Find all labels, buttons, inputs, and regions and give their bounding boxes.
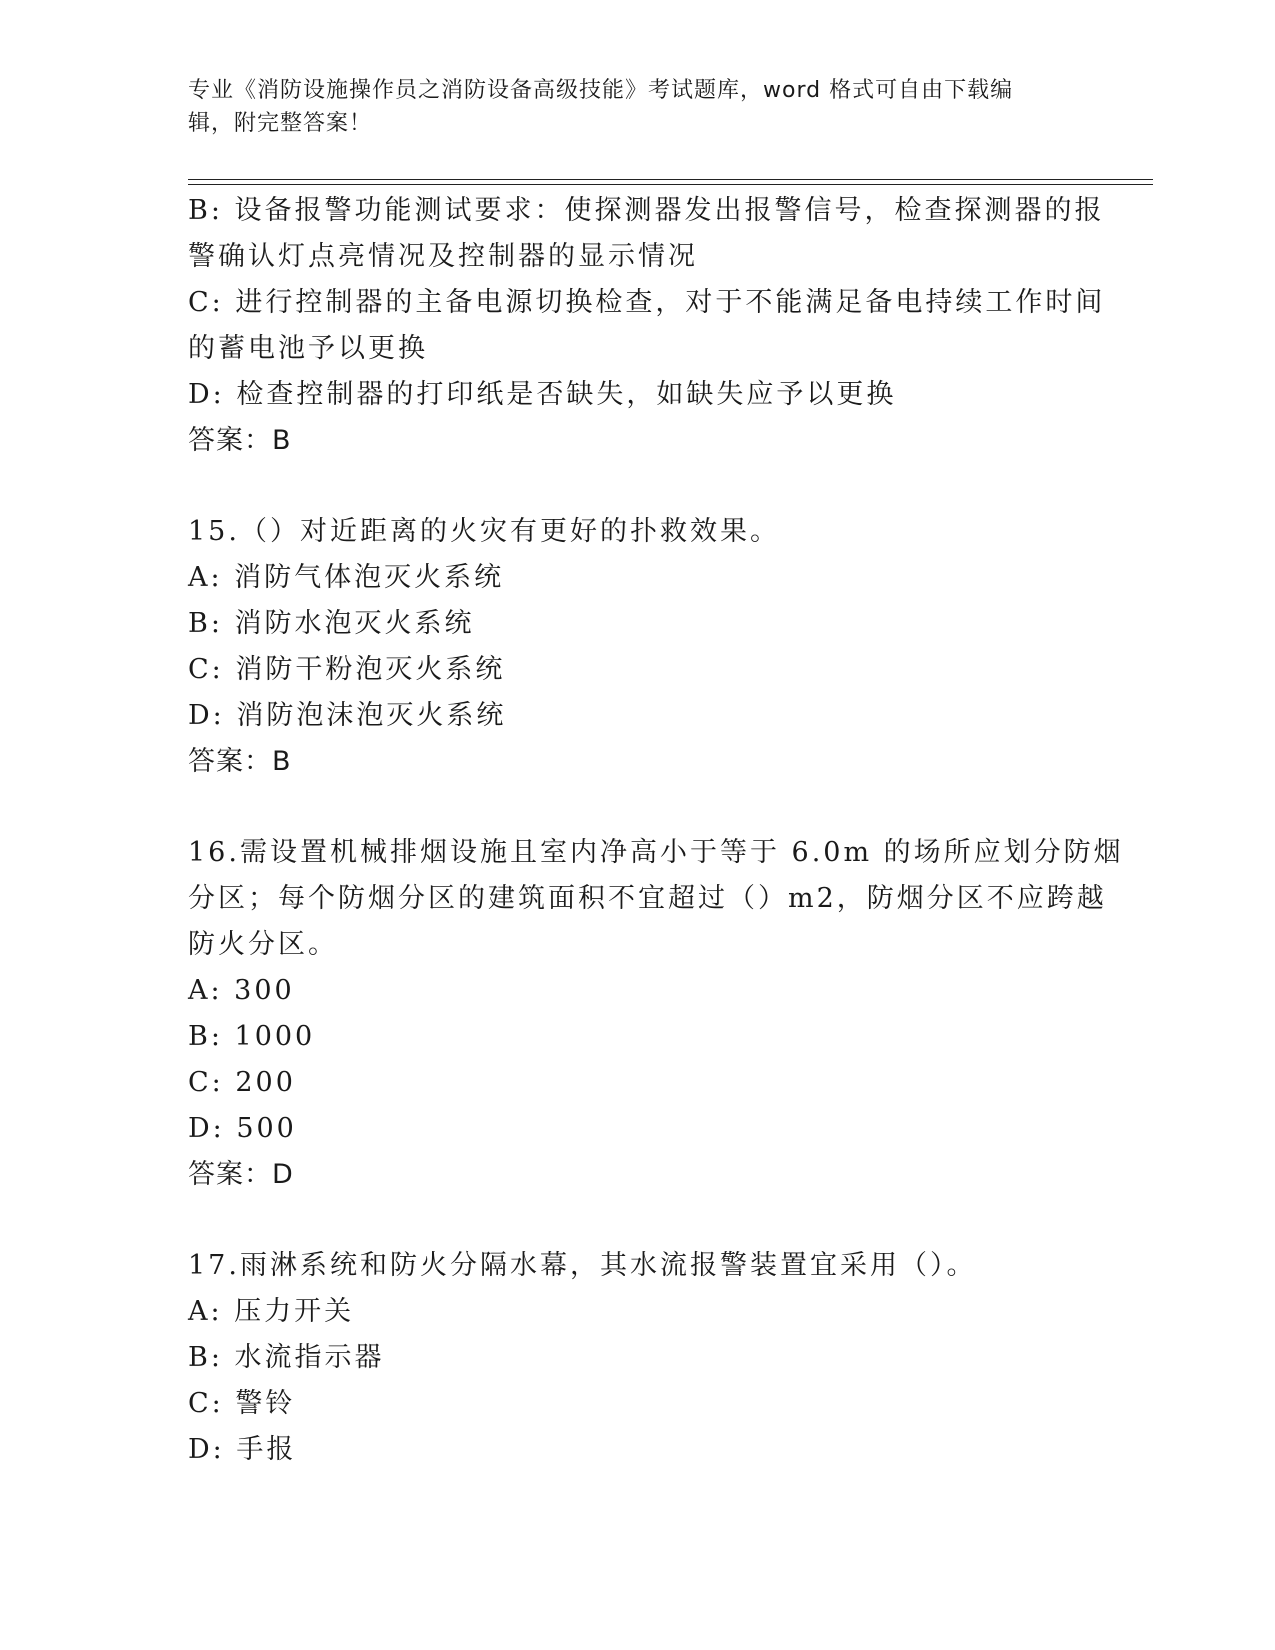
question-16-block bbox=[188, 830, 1124, 1198]
spacer bbox=[188, 464, 1088, 509]
header-divider-bottom bbox=[188, 184, 1153, 185]
option-b-line-2: 警确认灯点亮情况及控制器的显示情况 bbox=[188, 241, 698, 272]
previous-question-block bbox=[188, 188, 1106, 464]
option-b: B: 消防水泡灭火系统 bbox=[188, 608, 475, 639]
option-d: D: 500 bbox=[188, 1113, 297, 1144]
option-c: C: 消防干粉泡灭火系统 bbox=[188, 654, 506, 685]
question-17-block bbox=[188, 1243, 1088, 1473]
question-content bbox=[188, 188, 1124, 1473]
option-b-line-1: B: 设备报警功能测试要求：使探测器发出报警信号，检查探测器的报 bbox=[188, 195, 1105, 226]
option-d: D: 消防泡沫泡灭火系统 bbox=[188, 700, 507, 731]
question-stem: 17.雨淋系统和防火分隔水幕，其水流报警装置宜采用（）。 bbox=[188, 1250, 977, 1281]
option-d: D: 检查控制器的打印纸是否缺失，如缺失应予以更换 bbox=[188, 379, 897, 410]
document-header bbox=[188, 74, 1088, 140]
header-divider-top bbox=[188, 179, 1153, 180]
option-c: C: 200 bbox=[188, 1067, 296, 1098]
answer: 答案：B bbox=[188, 746, 292, 777]
answer: 答案：B bbox=[188, 425, 292, 456]
option-c: C: 警铃 bbox=[188, 1388, 296, 1419]
option-b: B: 水流指示器 bbox=[188, 1342, 385, 1373]
question-stem-line-3: 防火分区。 bbox=[188, 929, 338, 960]
option-a: A: 消防气体泡灭火系统 bbox=[188, 562, 505, 593]
question-15-block bbox=[188, 509, 1088, 785]
option-a: A: 300 bbox=[188, 975, 295, 1006]
header-line-1: 专业《消防设施操作员之消防设备高级技能》考试题库，word 格式可自由下载编 bbox=[188, 78, 1014, 103]
spacer bbox=[188, 785, 1088, 830]
question-stem-line-1: 16.需设置机械排烟设施且室内净高小于等于 6.0m 的场所应划分防烟 bbox=[188, 837, 1124, 868]
spacer bbox=[188, 1198, 1088, 1243]
answer: 答案：D bbox=[188, 1159, 294, 1190]
question-stem-line-2: 分区；每个防烟分区的建筑面积不宜超过（）m2，防烟分区不应跨越 bbox=[188, 883, 1107, 914]
question-stem: 15.（）对近距离的火灾有更好的扑救效果。 bbox=[188, 516, 780, 547]
option-b: B: 1000 bbox=[188, 1021, 316, 1052]
option-c-line-2: 的蓄电池予以更换 bbox=[188, 333, 428, 364]
option-c-line-1: C: 进行控制器的主备电源切换检查，对于不能满足备电持续工作时间 bbox=[188, 287, 1106, 318]
header-line-2: 辑，附完整答案！ bbox=[188, 111, 373, 136]
option-d: D: 手报 bbox=[188, 1434, 297, 1465]
option-a: A: 压力开关 bbox=[188, 1296, 355, 1327]
